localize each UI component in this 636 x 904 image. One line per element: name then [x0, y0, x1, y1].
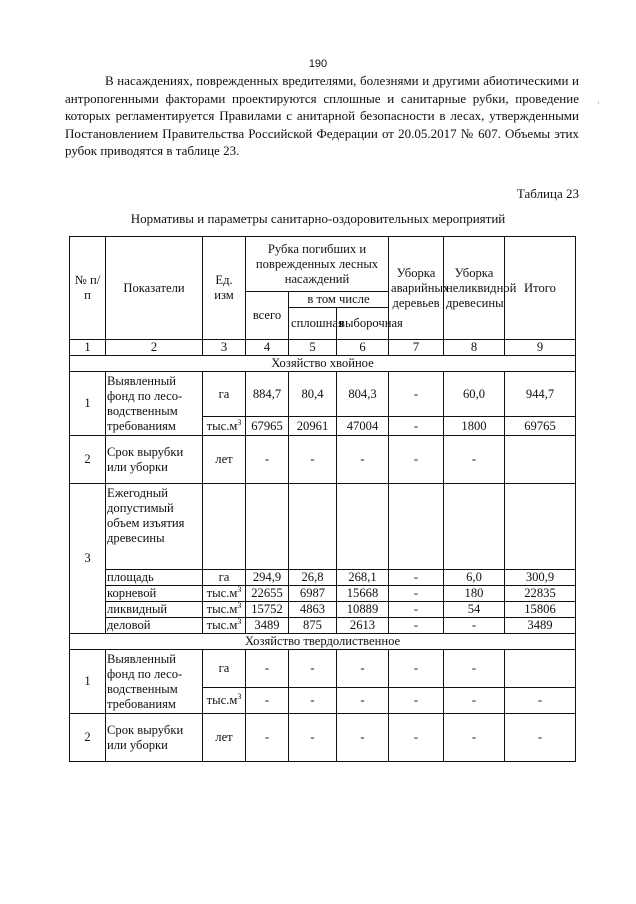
- row-unit: $тыс.м^3$: [203, 417, 246, 436]
- cell: 15668: [337, 586, 389, 602]
- cell: 2613: [337, 618, 389, 634]
- section-title-coniferous: Хозяйство хвойное: [70, 356, 576, 372]
- cell: -: [444, 618, 505, 634]
- table-row: [70, 714, 576, 762]
- cell: -: [337, 436, 389, 484]
- cell: 10889: [337, 602, 389, 618]
- cell: -: [246, 714, 289, 762]
- col-number: 2: [106, 340, 203, 356]
- header-total: всего: [246, 292, 289, 340]
- cell: -: [389, 417, 444, 436]
- col-number: 5: [289, 340, 337, 356]
- table-row: [70, 618, 576, 634]
- cell: -: [246, 650, 289, 688]
- intro-paragraph: [65, 72, 579, 160]
- cell: 26,8: [289, 570, 337, 586]
- header-in-that: в том числе: [289, 292, 389, 308]
- cell: -: [444, 650, 505, 688]
- cell: 300,9: [505, 570, 576, 586]
- intro-paragraph-text: В насаждениях, поврежденных вредителями, болезнями и другими абиотическими и антропогенными факторами проектируются сплошные и санитарные рубки, проведение которых регламентируется Правилами с анитарной безопасности в лесах, утвержденными Постановлением Правительства Российской Федерации от 20.05.2017 № 607. Объемы этих рубок приводятся в таблице 23.: [65, 73, 579, 159]
- cell: 15806: [505, 602, 576, 618]
- cell: -: [337, 650, 389, 688]
- cell: -: [389, 570, 444, 586]
- row-unit: $тыс.м^3$: [203, 586, 246, 602]
- row-label: Выявленный фонд по лесо-водственным требованиям: [106, 372, 203, 436]
- header-num: № п/п: [70, 237, 106, 340]
- cell: 884,7: [246, 372, 289, 417]
- table-title: Нормативы и параметры санитарно-оздоровительных мероприятий: [130, 211, 506, 226]
- col-number: 9: [505, 340, 576, 356]
- row-label: Выявленный фонд по лесо-водственным требованиям: [106, 650, 203, 714]
- row-num: 2: [70, 436, 106, 484]
- cell: 1800: [444, 417, 505, 436]
- row-label: корневой: [106, 586, 203, 602]
- cell: 22655: [246, 586, 289, 602]
- cell: 15752: [246, 602, 289, 618]
- cell: -: [505, 688, 576, 714]
- row-unit: га: [203, 372, 246, 417]
- cell: -: [505, 714, 576, 762]
- cell: -: [289, 650, 337, 688]
- cell: 20961: [289, 417, 337, 436]
- cell: [505, 650, 576, 688]
- row-unit: га: [203, 570, 246, 586]
- row-label: ликвидный: [106, 602, 203, 618]
- cell: 67965: [246, 417, 289, 436]
- cell: 60,0: [444, 372, 505, 417]
- table-row: [70, 570, 576, 586]
- cell: 3489: [246, 618, 289, 634]
- cell: 294,9: [246, 570, 289, 586]
- header-emergency: Уборка аварийных деревьев: [389, 237, 444, 340]
- row-label: Срок вырубки или уборки: [106, 714, 203, 762]
- header-grand-total: Итого: [505, 237, 576, 340]
- cell: -: [389, 436, 444, 484]
- cell: -: [246, 688, 289, 714]
- row-num: 1: [70, 372, 106, 436]
- cell: 804,3: [337, 372, 389, 417]
- cell: [505, 436, 576, 484]
- cell: 80,4: [289, 372, 337, 417]
- table-row: [70, 372, 576, 417]
- margin-mark: ·: [597, 98, 600, 108]
- row-unit: $тыс.м^3$: [203, 618, 246, 634]
- table-row: [70, 484, 576, 570]
- cell: 47004: [337, 417, 389, 436]
- section-title-hardwood: Хозяйство твердолиственное: [70, 634, 576, 650]
- col-number: 3: [203, 340, 246, 356]
- cell: -: [444, 688, 505, 714]
- header-indicators: Показатели: [106, 237, 203, 340]
- header-illiquid: Уборка неликвидной древесины: [444, 237, 505, 340]
- sanitary-measures-table: [69, 236, 576, 762]
- row-unit: $тыс.м^3$: [203, 602, 246, 618]
- cell: -: [337, 688, 389, 714]
- col-number: 4: [246, 340, 289, 356]
- row-num: 3: [70, 484, 106, 634]
- cell: -: [444, 436, 505, 484]
- cell: 4863: [289, 602, 337, 618]
- cell: 875: [289, 618, 337, 634]
- table-caption: Таблица 23: [516, 186, 579, 201]
- row-unit: лет: [203, 714, 246, 762]
- cell: -: [389, 688, 444, 714]
- cell: -: [389, 618, 444, 634]
- table-row: [70, 436, 576, 484]
- cell: -: [389, 714, 444, 762]
- cell: -: [389, 650, 444, 688]
- cell: -: [389, 372, 444, 417]
- cell: -: [289, 436, 337, 484]
- col-number: 1: [70, 340, 106, 356]
- cell: 180: [444, 586, 505, 602]
- row-unit: га: [203, 650, 246, 688]
- col-number: 6: [337, 340, 389, 356]
- row-unit: $тыс.м^3$: [203, 688, 246, 714]
- header-felling-group: Рубка погибших и поврежденных лесных насаждений: [246, 237, 389, 292]
- cell: 54: [444, 602, 505, 618]
- cell: 22835: [505, 586, 576, 602]
- row-label: Срок вырубки или уборки: [106, 436, 203, 484]
- row-unit: лет: [203, 436, 246, 484]
- table-row: [70, 602, 576, 618]
- row-label: Ежегодный допустимый объем изъятия древесины: [106, 484, 203, 570]
- row-num: 2: [70, 714, 106, 762]
- cell: -: [389, 602, 444, 618]
- cell: -: [389, 586, 444, 602]
- cell: 3489: [505, 618, 576, 634]
- column-numbers-row: [70, 340, 576, 356]
- cell: 6,0: [444, 570, 505, 586]
- cell: -: [289, 714, 337, 762]
- cell: -: [289, 688, 337, 714]
- header-unit: Ед. изм: [203, 237, 246, 340]
- cell: 268,1: [337, 570, 389, 586]
- page-number: 190: [308, 58, 328, 70]
- header-clear: сплошная: [289, 308, 337, 340]
- cell: 69765: [505, 417, 576, 436]
- col-number: 7: [389, 340, 444, 356]
- cell: -: [444, 714, 505, 762]
- col-number: 8: [444, 340, 505, 356]
- table-row: [70, 650, 576, 688]
- cell: -: [337, 714, 389, 762]
- header-selective: выборочная: [337, 308, 389, 340]
- cell: -: [246, 436, 289, 484]
- table-row: [70, 586, 576, 602]
- row-label: площадь: [106, 570, 203, 586]
- cell: 944,7: [505, 372, 576, 417]
- row-num: 1: [70, 650, 106, 714]
- row-label: деловой: [106, 618, 203, 634]
- cell: 6987: [289, 586, 337, 602]
